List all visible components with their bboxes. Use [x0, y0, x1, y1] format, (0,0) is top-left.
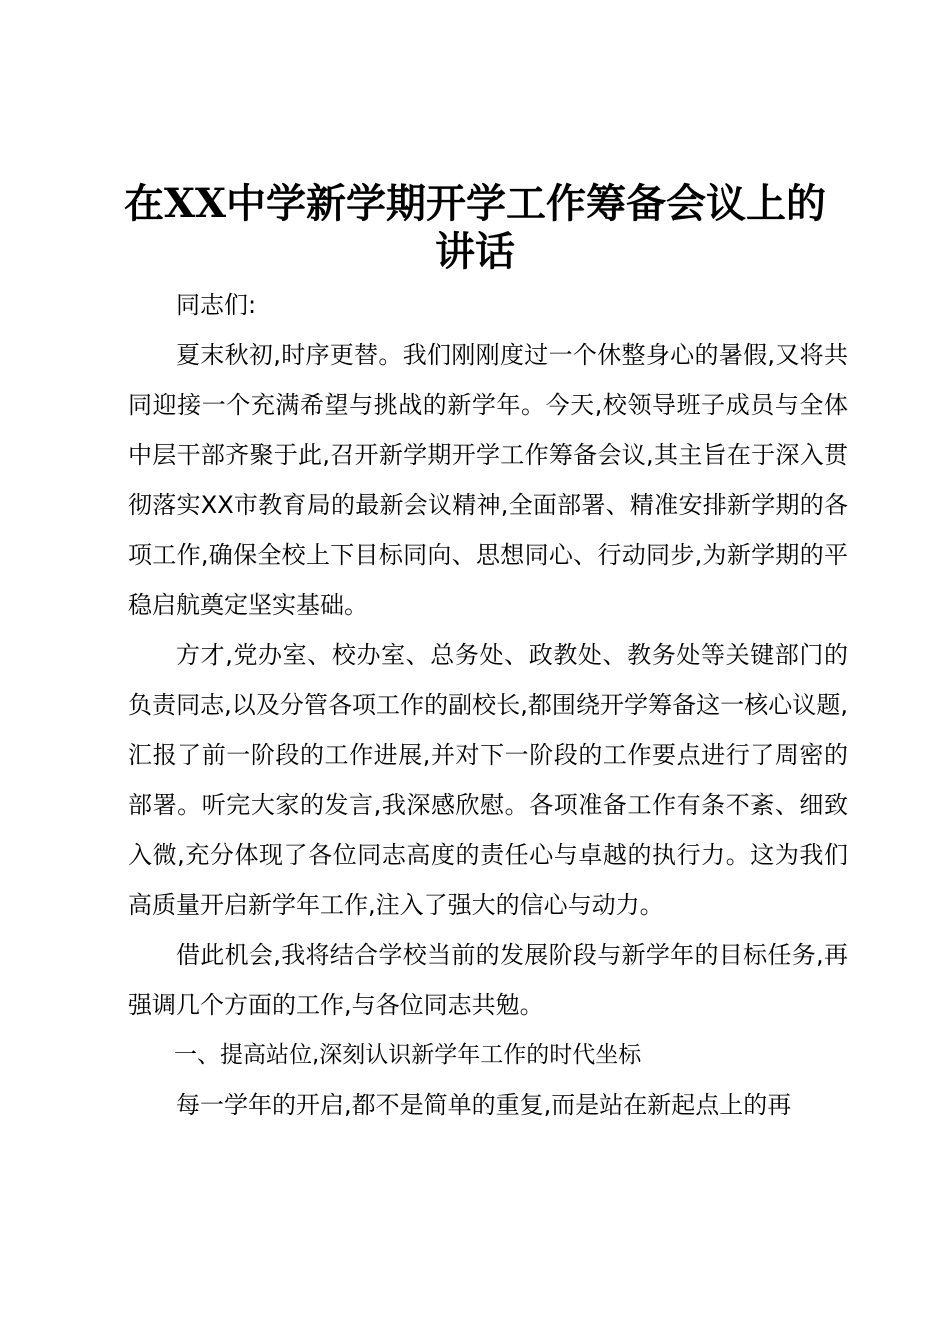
section-heading: 一、提高站位,深刻认识新学年工作的时代坐标 [174, 1042, 642, 1068]
paragraph-1: 夏末秋初,时序更替。我们刚刚度过一个休整身心的暑假,又将共同迎接一个充满希望与挑战的新学年。今天,校领导班子成员与全体中层干部齐聚于此,召开新学期开学工作筹备会议,其主旨在于深入贯彻落实XX市教育局的最新会议精神,全面部署、精准安排新学期的各项工作,确保全校上下目标同向、思想同心、行动同步,为新学期的平稳启航奠定坚实基础。 [128, 341, 848, 619]
paragraph-2: 方才,党办室、校办室、总务处、政教处、教务处等关键部门的负责同志,以及分管各项工作的副校长,都围绕开学筹备这一核心议题,汇报了前一阶段的工作进展,并对下一阶段的工作要点进行了周密的部署。听完大家的发言,我深感欣慰。各项准备工作有条不紊、细致入微,充分体现了各位同志高度的责任心与卓越的执行力。这为我们高质量开启新学年工作,注入了强大的信心与动力。 [128, 641, 848, 919]
paragraph-4: 每一学年的开启,都不是简单的重复,而是站在新起点上的再 [176, 1091, 792, 1119]
paragraph-3: 借此机会,我将结合学校当前的发展阶段与新学年的目标任务,再强调几个方面的工作,与各位同志共勉。 [128, 941, 848, 1019]
document-title: 在XX中学新学期开学工作筹备会议上的讲话 [123, 180, 827, 275]
document-body [128, 280, 848, 1130]
salutation: 同志们: [176, 291, 257, 319]
